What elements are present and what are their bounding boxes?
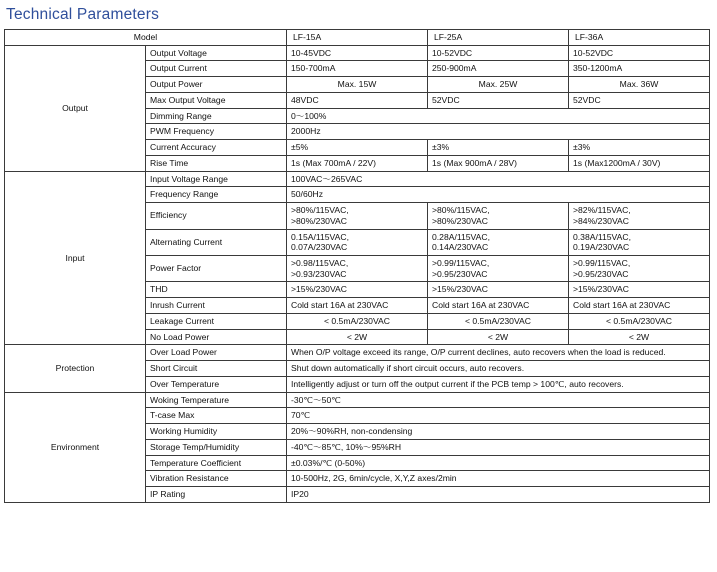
value-line: 0.38A/115VAC,	[573, 231, 631, 242]
param-value-2: 10-52VDC	[428, 45, 569, 61]
param-value-1: Max. 15W	[287, 77, 428, 93]
value-line: >80%/230VAC	[432, 215, 488, 226]
value-line: >0.95/230VAC	[432, 268, 488, 279]
param-label: Dimming Range	[146, 108, 287, 124]
value-line: >0.95/230VAC	[573, 268, 629, 279]
param-label: No Load Power	[146, 329, 287, 345]
header-model-3: LF-36A	[569, 30, 710, 46]
value-line: >80%/230VAC	[291, 215, 347, 226]
param-value-span: IP20	[287, 487, 710, 503]
group-label-protection: Protection	[5, 345, 146, 392]
value-line: 0.19A/230VAC	[573, 242, 630, 253]
param-label: Input Voltage Range	[146, 171, 287, 187]
value-line: >80%/115VAC,	[291, 205, 349, 216]
param-value-span: Shut down automatically if short circuit occurs, auto recovers.	[287, 361, 710, 377]
header-model-2: LF-25A	[428, 30, 569, 46]
param-value-span: -40℃～85℃, 10%～95%RH	[287, 439, 710, 455]
value-line: >0.98/115VAC,	[291, 258, 349, 269]
param-value-3: Cold start 16A at 230VAC	[569, 298, 710, 314]
param-value-span: ±0.03%/℃ (0-50%)	[287, 455, 710, 471]
param-label: Over Load Power	[146, 345, 287, 361]
param-label: Leakage Current	[146, 313, 287, 329]
param-value-3: 10-52VDC	[569, 45, 710, 61]
param-value-span: 20%～90%RH, non-condensing	[287, 424, 710, 440]
param-value-1	[287, 256, 428, 282]
param-label: T-case Max	[146, 408, 287, 424]
param-value-2: 52VDC	[428, 92, 569, 108]
param-value-span: When O/P voltage exceed its range, O/P current declines, auto recovers when the load is reduced.	[287, 345, 710, 361]
param-value-1: 150-700mA	[287, 61, 428, 77]
value-line: 0.14A/230VAC	[432, 242, 489, 253]
param-label: Working Humidity	[146, 424, 287, 440]
param-label: IP Rating	[146, 487, 287, 503]
param-value-3: < 0.5mA/230VAC	[569, 313, 710, 329]
param-value-3: ±3%	[569, 140, 710, 156]
param-value-2	[428, 229, 569, 255]
param-value-span: 10-500Hz, 2G, 6min/cycle, X,Y,Z axes/2min	[287, 471, 710, 487]
header-model-1: LF-15A	[287, 30, 428, 46]
param-value-3	[569, 256, 710, 282]
param-value-span: Intelligently adjust or turn off the output current if the PCB temp > 100℃, auto recovers.	[287, 376, 710, 392]
param-value-span: -30℃～50℃	[287, 392, 710, 408]
param-value-span: 2000Hz	[287, 124, 710, 140]
value-line: >0.93/230VAC	[291, 268, 347, 279]
value-line: 0.28A/115VAC,	[432, 231, 490, 242]
param-value-2: < 2W	[428, 329, 569, 345]
param-value-1: 1s (Max 700mA / 22V)	[287, 155, 428, 171]
param-value-2: Cold start 16A at 230VAC	[428, 298, 569, 314]
param-label: Inrush Current	[146, 298, 287, 314]
value-line: >0.99/115VAC,	[573, 258, 631, 269]
param-value-3	[569, 229, 710, 255]
param-value-1: 10-45VDC	[287, 45, 428, 61]
param-label: Output Power	[146, 77, 287, 93]
param-label: Power Factor	[146, 256, 287, 282]
param-value-1	[287, 229, 428, 255]
param-label: Storage Temp/Humidity	[146, 439, 287, 455]
param-value-3: 52VDC	[569, 92, 710, 108]
param-value-1: Cold start 16A at 230VAC	[287, 298, 428, 314]
param-label: Vibration Resistance	[146, 471, 287, 487]
table-row	[5, 345, 710, 361]
param-value-3: 1s (Max1200mA / 30V)	[569, 155, 710, 171]
param-value-3: >15%/230VAC	[569, 282, 710, 298]
param-value-span: 50/60Hz	[287, 187, 710, 203]
param-label: Woking Temperature	[146, 392, 287, 408]
param-label: Efficiency	[146, 203, 287, 229]
param-value-2: Max. 25W	[428, 77, 569, 93]
param-label: Temperature Coefficient	[146, 455, 287, 471]
param-value-3: < 2W	[569, 329, 710, 345]
param-label: Max Output Voltage	[146, 92, 287, 108]
param-value-3	[569, 203, 710, 229]
param-label: Frequency Range	[146, 187, 287, 203]
value-line: 0.15A/115VAC,	[291, 231, 349, 242]
param-value-1: >15%/230VAC	[287, 282, 428, 298]
value-line: 0.07A/230VAC	[291, 242, 348, 253]
param-value-2: 250-900mA	[428, 61, 569, 77]
param-value-span: 0～100%	[287, 108, 710, 124]
param-label: PWM Frequency	[146, 124, 287, 140]
param-label: Alternating Current	[146, 229, 287, 255]
param-value-3: Max. 36W	[569, 77, 710, 93]
value-line: >0.99/115VAC,	[432, 258, 490, 269]
value-line: >80%/115VAC,	[432, 205, 490, 216]
param-value-2: >15%/230VAC	[428, 282, 569, 298]
group-label-input: Input	[5, 171, 146, 345]
table-row	[5, 45, 710, 61]
param-value-3: 350-1200mA	[569, 61, 710, 77]
page-title: Technical Parameters	[6, 6, 160, 23]
value-line: >84%/230VAC	[573, 215, 629, 226]
param-label: Over Temperature	[146, 376, 287, 392]
param-label: Current Accuracy	[146, 140, 287, 156]
technical-parameters-table	[4, 29, 710, 503]
param-value-span: 100VAC～265VAC	[287, 171, 710, 187]
value-line: >82%/115VAC,	[573, 205, 631, 216]
param-label: Short Circuit	[146, 361, 287, 377]
param-value-1: 48VDC	[287, 92, 428, 108]
param-value-span: 70℃	[287, 408, 710, 424]
table-row	[5, 392, 710, 408]
param-label: THD	[146, 282, 287, 298]
param-value-1: ±5%	[287, 140, 428, 156]
group-label-output: Output	[5, 45, 146, 171]
group-label-environment: Environment	[5, 392, 146, 502]
param-value-2	[428, 256, 569, 282]
table-header-row	[5, 30, 710, 46]
param-value-2: < 0.5mA/230VAC	[428, 313, 569, 329]
param-value-1: < 2W	[287, 329, 428, 345]
param-value-1	[287, 203, 428, 229]
param-value-1: < 0.5mA/230VAC	[287, 313, 428, 329]
param-label: Rise Time	[146, 155, 287, 171]
table-row	[5, 171, 710, 187]
param-value-2	[428, 203, 569, 229]
param-label: Output Voltage	[146, 45, 287, 61]
param-value-2: 1s (Max 900mA / 28V)	[428, 155, 569, 171]
header-model: Model	[5, 30, 287, 46]
param-value-2: ±3%	[428, 140, 569, 156]
param-label: Output Current	[146, 61, 287, 77]
